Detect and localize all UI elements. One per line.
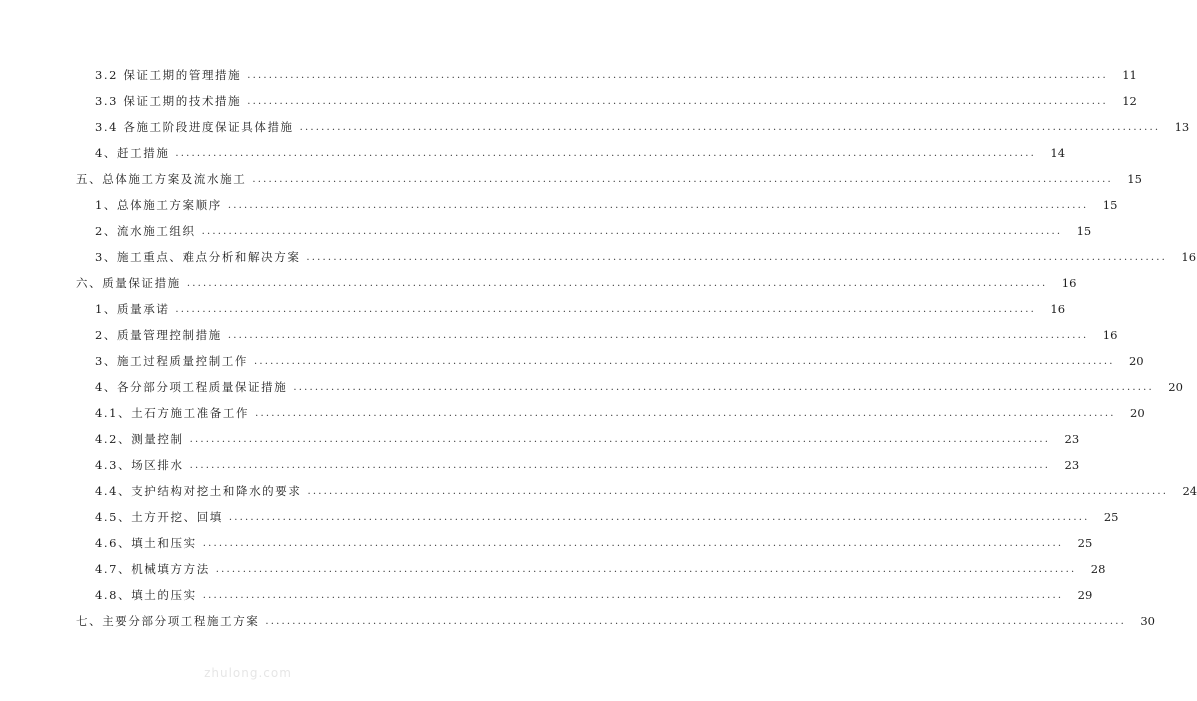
toc-leader-dots: ................................................................................................................................................................: [202, 589, 1064, 601]
toc-entry[interactable]: [0, 504, 1119, 530]
toc-leader-dots: ................................................................................................................................................................: [265, 615, 1126, 627]
toc-entry-title: 4.3、场区排水: [95, 458, 184, 472]
toc-entry[interactable]: [0, 192, 1118, 218]
toc-entry[interactable]: [0, 270, 1077, 296]
toc-leader-dots: ................................................................................................................................................................: [299, 121, 1161, 133]
toc-leader-dots: ................................................................................................................................................................: [247, 95, 1108, 107]
toc-entry-title: 4.4、支护结构对挖土和降水的要求: [95, 484, 302, 498]
toc-leader-dots: ................................................................................................................................................................: [186, 277, 1048, 289]
toc-entry-title: 1、总体施工方案顺序: [95, 198, 222, 212]
toc-entry[interactable]: [0, 140, 1066, 166]
toc-leader-dots: ................................................................................................................................................................: [175, 147, 1037, 159]
toc-entry[interactable]: [0, 114, 1190, 140]
toc-page-number: 11: [1122, 68, 1137, 82]
toc-entry[interactable]: [0, 88, 1137, 114]
toc-entry[interactable]: [0, 348, 1144, 374]
toc-leader-dots: ................................................................................................................................................................: [254, 355, 1115, 367]
toc-page-number: 23: [1064, 432, 1080, 446]
toc-leader-dots: ................................................................................................................................................................: [227, 329, 1089, 341]
toc-entry-title: 3、施工过程质量控制工作: [95, 354, 249, 368]
toc-entry-title: 2、流水施工组织: [95, 224, 196, 238]
watermark: zhulong.com: [204, 666, 292, 680]
toc-entry[interactable]: [0, 452, 1080, 478]
toc-leader-dots: ................................................................................................................................................................: [307, 485, 1169, 497]
toc-page-number: 25: [1077, 536, 1093, 550]
toc-entry-title: 六、质量保证措施: [76, 276, 181, 290]
toc-entry-title: 七、主要分部分项工程施工方案: [76, 614, 260, 628]
toc-leader-dots: ................................................................................................................................................................: [189, 433, 1051, 445]
toc-entry-title: 4.8、填土的压实: [95, 588, 197, 602]
toc-page-number: 20: [1128, 354, 1144, 368]
toc-entry-title: 3、施工重点、难点分析和解决方案: [95, 250, 301, 264]
toc-page-number: 15: [1076, 224, 1092, 238]
toc-entry[interactable]: [0, 166, 1142, 192]
toc-entry[interactable]: [0, 244, 1197, 270]
toc-entry-title: 4、各分部分项工程质量保证措施: [95, 380, 288, 394]
toc-page-number: 15: [1127, 172, 1142, 186]
toc-entry[interactable]: [0, 608, 1155, 634]
toc-entry-title: 4.5、土方开挖、回填: [95, 510, 223, 524]
toc-entry[interactable]: [0, 62, 1137, 88]
toc-page-number: 16: [1181, 250, 1197, 264]
toc-leader-dots: ................................................................................................................................................................: [189, 459, 1051, 471]
toc-page-number: 20: [1130, 406, 1145, 420]
toc-leader-dots: ................................................................................................................................................................: [247, 69, 1108, 81]
toc-leader-dots: ................................................................................................................................................................: [202, 537, 1064, 549]
toc-page-number: 28: [1090, 562, 1106, 576]
toc-leader-dots: ................................................................................................................................................................: [255, 407, 1116, 419]
toc-entry-title: 3.4 各施工阶段进度保证具体措施: [95, 120, 294, 134]
toc-page-number: 16: [1061, 276, 1077, 290]
toc-page-number: 24: [1182, 484, 1197, 498]
toc-leader-dots: ................................................................................................................................................................: [306, 251, 1168, 263]
toc-entry-title: 4.2、测量控制: [95, 432, 184, 446]
table-of-contents: [0, 62, 1197, 634]
toc-entry[interactable]: [0, 556, 1106, 582]
toc-page-number: 29: [1077, 588, 1093, 602]
toc-entry-title: 4.6、填土和压实: [95, 536, 197, 550]
toc-entry-title: 4.7、机械填方方法: [95, 562, 210, 576]
toc-entry-title: 1、质量承诺: [95, 302, 170, 316]
toc-entry-title: 3.2 保证工期的管理措施: [95, 68, 242, 82]
toc-entry[interactable]: [0, 374, 1183, 400]
toc-leader-dots: ................................................................................................................................................................: [175, 303, 1037, 315]
toc-leader-dots: ................................................................................................................................................................: [228, 511, 1090, 523]
toc-entry-title: 五、总体施工方案及流水施工: [76, 172, 247, 186]
toc-page-number: 16: [1050, 302, 1066, 316]
toc-page-number: 23: [1064, 458, 1080, 472]
toc-page-number: 20: [1168, 380, 1183, 394]
toc-page-number: 16: [1102, 328, 1118, 342]
toc-leader-dots: ................................................................................................................................................................: [252, 173, 1113, 185]
toc-entry[interactable]: [0, 530, 1093, 556]
toc-page-number: 13: [1174, 120, 1190, 134]
toc-leader-dots: ................................................................................................................................................................: [201, 225, 1063, 237]
toc-entry[interactable]: [0, 426, 1080, 452]
toc-entry-title: 4、赶工措施: [95, 146, 170, 160]
toc-page-number: 14: [1050, 146, 1066, 160]
toc-page-number: 12: [1122, 94, 1137, 108]
toc-entry[interactable]: [0, 400, 1145, 426]
toc-page-number: 15: [1102, 198, 1118, 212]
toc-leader-dots: ................................................................................................................................................................: [215, 563, 1077, 575]
toc-page-number: 30: [1140, 614, 1155, 628]
toc-entry[interactable]: [0, 478, 1197, 504]
toc-entry[interactable]: [0, 296, 1066, 322]
toc-entry[interactable]: [0, 582, 1093, 608]
toc-entry-title: 3.3 保证工期的技术措施: [95, 94, 242, 108]
toc-entry-title: 4.1、土石方施工准备工作: [95, 406, 250, 420]
toc-entry-title: 2、质量管理控制措施: [95, 328, 222, 342]
toc-entry[interactable]: [0, 322, 1118, 348]
toc-page-number: 25: [1103, 510, 1119, 524]
toc-leader-dots: ................................................................................................................................................................: [293, 381, 1154, 393]
toc-leader-dots: ................................................................................................................................................................: [227, 199, 1089, 211]
toc-entry[interactable]: [0, 218, 1092, 244]
